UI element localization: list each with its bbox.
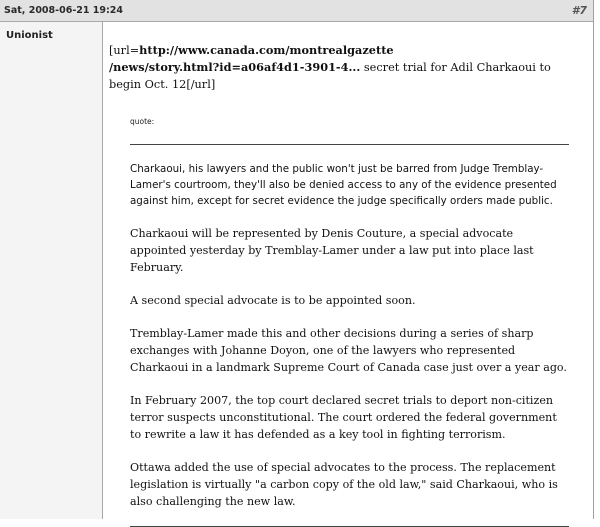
quote-label: quote: — [130, 117, 155, 126]
bbcode-link-text — [109, 42, 579, 93]
author-name[interactable]: Unionist — [6, 30, 53, 41]
bbcode-text: secret trial for Adil Charkaoui to begin Oct. 12[/url] — [109, 61, 551, 91]
quote-paragraph: In February 2007, the top court declared secret trials to deport non-citizen terror suspects unconstitutional. The court ordered the federal government to rewrite a law it has defended as a key tool in fighting terrorism. — [130, 394, 557, 441]
post-body — [0, 22, 593, 519]
bbcode-url-line1[interactable]: http://www.canada.com/montrealgazette — [139, 43, 394, 57]
quote-top-rule — [130, 144, 569, 145]
quote-block — [130, 113, 569, 527]
bbcode-prefix: [url= — [109, 44, 140, 57]
post-header — [0, 0, 593, 22]
quote-paragraph: Charkaoui will be represented by Denis Couture, a special advocate appointed yesterday by Tremblay-Lamer under a law put into place last February. — [130, 227, 534, 274]
bbcode-url-line2[interactable]: /news/story.html?id=a06af4d1-3901-4... — [109, 60, 361, 74]
post-date: Sat, 2008-06-21 19:24 — [4, 5, 124, 16]
quote-paragraph: Ottawa added the use of special advocates to the process. The replacement legislation is virtually "a carbon copy of the old law," said Charkaoui, who is also challenging the new law. — [130, 461, 558, 508]
quote-paragraph: Charkaoui, his lawyers and the public won't just be barred from Judge Tremblay-Lamer's courtroom, they'll also be denied access to any of the evidence presented against him, except for secret evidence the judge specifically orders made public. — [130, 163, 557, 207]
post-permalink[interactable]: #7 — [571, 4, 587, 17]
message-content — [103, 22, 593, 519]
author-column — [0, 22, 103, 519]
quote-paragraph: Tremblay-Lamer made this and other decisions during a series of sharp exchanges with Johanne Doyon, one of the lawyers who represented Charkaoui in a landmark Supreme Court of Canada case just over a year ago. — [130, 327, 567, 374]
quote-paragraph: A second special advocate is to be appointed soon. — [130, 294, 416, 307]
